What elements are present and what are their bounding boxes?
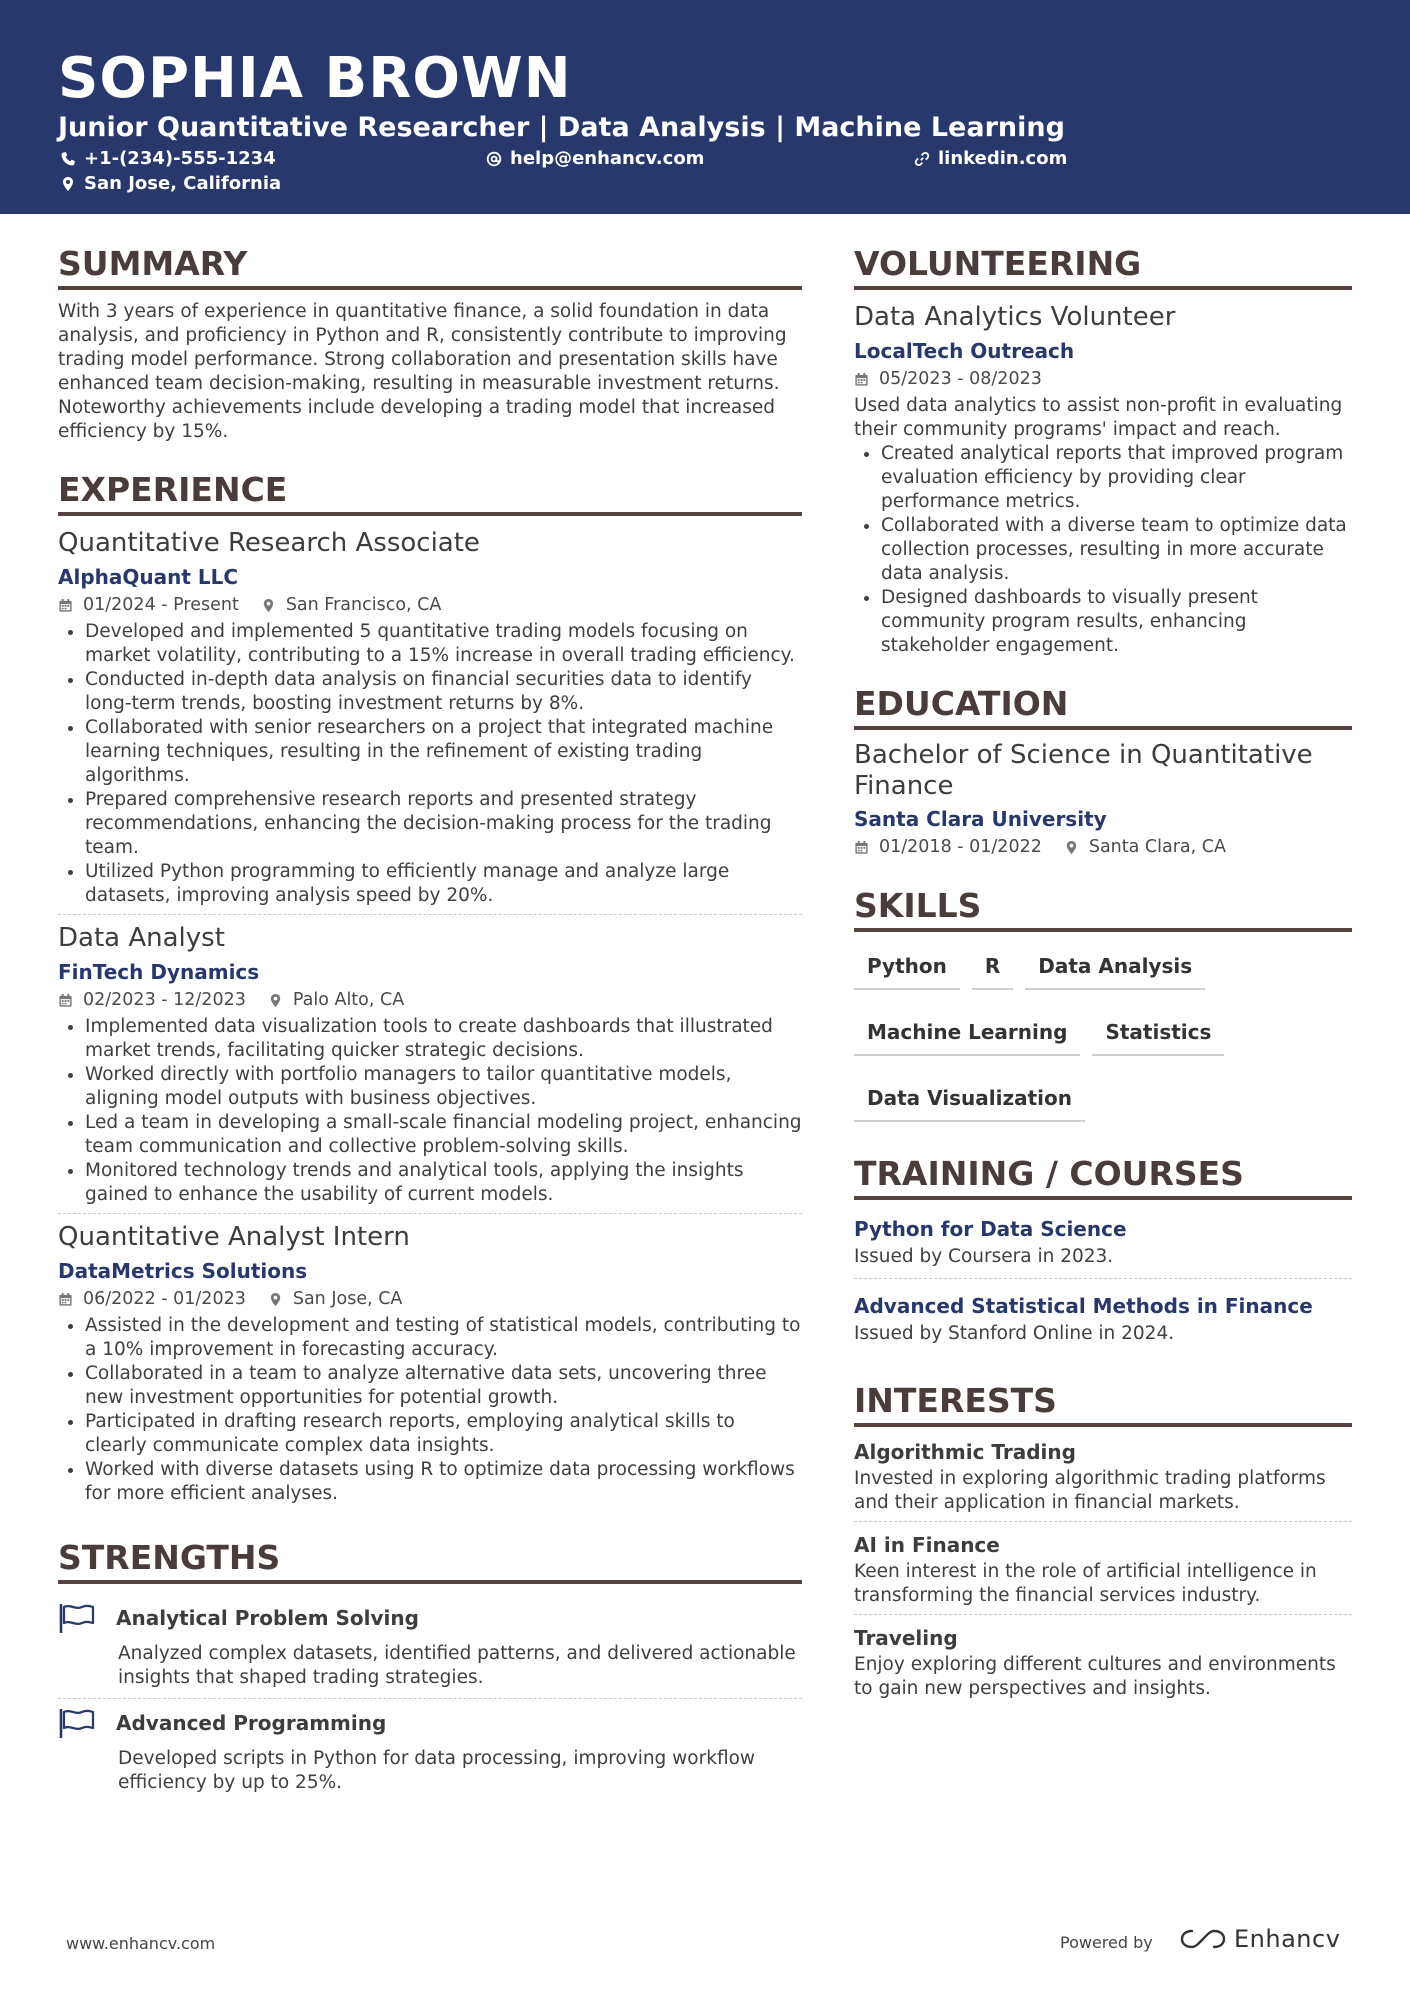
bullet-item: • Worked with diverse datasets using R to optimize data processing workflows for more efficient analyses. (85, 1458, 802, 1506)
interests-section (854, 1381, 1352, 1707)
candidate-tagline: Junior Quantitative Researcher | Data Analysis | Machine Learning (58, 112, 1065, 143)
volunteer-description: Used data analytics to assist non-profit in evaluating their community programs' impact and reach. (854, 395, 1343, 440)
summary-section (58, 244, 802, 444)
job-meta (58, 1286, 802, 1312)
candidate-name: SOPHIA BROWN (58, 46, 572, 111)
training-title: TRAINING / COURSES (854, 1154, 1352, 1200)
course-item (854, 1287, 1352, 1355)
job-title: Data Analyst (58, 923, 225, 953)
calendar-icon (58, 1292, 73, 1307)
experience-entry (58, 1220, 802, 1512)
experience-title: EXPERIENCE (58, 470, 802, 516)
interest-description: Enjoy exploring different cultures and environments to gain new perspectives and insights. (854, 1654, 1336, 1699)
strength-item (58, 1699, 802, 1803)
bullet-item: • Collaborated in a team to analyze alternative data sets, uncovering three new investment opportunities for potential growth. (85, 1362, 802, 1410)
right-column (854, 244, 1352, 1733)
skill-tag: Machine Learning (854, 1014, 1080, 1056)
bullet-item: • Assisted in the development and testing of statistical models, contributing to a 10% improvement in forecasting accuracy. (85, 1314, 802, 1362)
strengths-title: STRENGTHS (58, 1538, 802, 1584)
summary-text: With 3 years of experience in quantitative finance, a solid foundation in data analysis, and proficiency in Python and R, consistently contribute to improving trading model performance. Strong collaboration and presentation skills have enhanced team decision-making, resulting in measurable investment returns. Noteworthy achievements include developing a trading model that increased efficiency by 15%. (58, 301, 787, 442)
company-name: DataMetrics Solutions (58, 1259, 308, 1283)
interest-title: AI in Finance (854, 1533, 1000, 1557)
company-name: AlphaQuant LLC (58, 565, 239, 589)
location-pin-icon (261, 598, 276, 613)
bullet-item: • Developed and implemented 5 quantitative trading models focusing on market volatility, contributing to a 15% increase in overall trading efficiency. (85, 620, 802, 668)
volunteering-title: VOLUNTEERING (854, 244, 1352, 290)
contact-phone[interactable] (60, 147, 276, 171)
job-location: San Francisco, CA (285, 595, 442, 615)
interests-title: INTERESTS (854, 1381, 1352, 1427)
bullet-item: • Collaborated with senior researchers on a project that integrated machine learning techniques, resulting in the refinement of existing trading algorithms. (85, 716, 802, 788)
phone-text: +1-(234)-555-1234 (84, 148, 276, 169)
bullet-item: • Implemented data visualization tools to create dashboards that illustrated market trends, facilitating quicker strategic decisions. (85, 1015, 802, 1063)
job-bullets (58, 1314, 802, 1506)
job-dates: 02/2023 - 12/2023 (83, 990, 246, 1010)
job-title: Quantitative Analyst Intern (58, 1222, 410, 1252)
degree-title: Bachelor of Science in Quantitative Finance (854, 740, 1313, 801)
resume-header (0, 0, 1410, 214)
job-bullets (58, 620, 802, 908)
calendar-icon (854, 840, 869, 855)
job-bullets (58, 1015, 802, 1207)
flag-icon (58, 1602, 96, 1634)
interest-description: Keen interest in the role of artificial intelligence in transforming the financial services industry. (854, 1561, 1317, 1606)
volunteer-role: Data Analytics Volunteer (854, 302, 1176, 332)
footer-brand-logo[interactable] (1180, 1925, 1340, 1953)
strength-description: Developed scripts in Python for data processing, improving workflow efficiency by up to 25%. (118, 1748, 756, 1793)
bullet-item: • Utilized Python programming to efficiently manage and analyze large datasets, improving analysis speed by 20%. (85, 860, 802, 908)
skills-title: SKILLS (854, 886, 1352, 932)
at-icon (486, 151, 502, 167)
skill-tag: Statistics (1092, 1014, 1224, 1056)
strength-description: Analyzed complex datasets, identified patterns, and delivered actionable insights that shaped trading strategies. (118, 1643, 796, 1688)
footer-website-link[interactable]: www.enhancv.com (66, 1934, 216, 1953)
experience-section (58, 470, 802, 1512)
contact-location (60, 172, 281, 196)
contact-email[interactable] (486, 147, 704, 171)
contact-link[interactable] (914, 147, 1067, 171)
school-name: Santa Clara University (854, 807, 1107, 831)
location-text: San Jose, California (84, 173, 282, 194)
education-dates: 01/2018 - 01/2022 (879, 837, 1042, 857)
course-issuer: Issued by Coursera in 2023. (854, 1246, 1114, 1267)
education-meta (854, 834, 1352, 860)
strengths-section (58, 1538, 802, 1803)
course-title: Advanced Statistical Methods in Finance (854, 1294, 1313, 1318)
location-pin-icon (1064, 840, 1079, 855)
skill-tag: Data Visualization (854, 1080, 1085, 1122)
strength-title: Advanced Programming (116, 1711, 387, 1735)
skills-section (854, 886, 1352, 1146)
course-issuer: Issued by Stanford Online in 2024. (854, 1323, 1175, 1344)
bullet-item: • Worked directly with portfolio managers to tailor quantitative models, aligning model outputs with business objectives. (85, 1063, 802, 1111)
left-column (58, 244, 802, 1829)
interest-item (854, 1530, 1352, 1615)
enhancv-logo-icon (1180, 1925, 1226, 1953)
flag-icon (58, 1707, 96, 1739)
experience-entry (58, 921, 802, 1214)
education-location: Santa Clara, CA (1088, 837, 1226, 857)
interest-item (854, 1623, 1352, 1707)
volunteer-bullets (854, 442, 1352, 658)
interest-description: Invested in exploring algorithmic trading platforms and their application in financial markets. (854, 1468, 1326, 1513)
summary-title: SUMMARY (58, 244, 802, 290)
link-text: linkedin.com (938, 148, 1068, 169)
bullet-item: • Created analytical reports that improved program evaluation efficiency by providing clear performance metrics. (881, 442, 1352, 514)
volunteer-org: LocalTech Outreach (854, 339, 1075, 363)
bullet-item: • Prepared comprehensive research reports and presented strategy recommendations, enhancing the decision-making process for the trading team. (85, 788, 802, 860)
location-pin-icon (60, 176, 76, 192)
bullet-item: • Conducted in-depth data analysis on financial securities data to identify long-term trends, boosting investment returns by 8%. (85, 668, 802, 716)
job-meta (58, 987, 802, 1013)
training-section (854, 1154, 1352, 1355)
skills-list (854, 942, 1352, 1146)
skill-tag: Data Analysis (1025, 948, 1205, 990)
link-icon (914, 151, 930, 167)
job-dates: 01/2024 - Present (83, 595, 239, 615)
bullet-item: • Monitored technology trends and analytical tools, applying the insights gained to enhance the usability of current models. (85, 1159, 802, 1207)
calendar-icon (58, 993, 73, 1008)
job-meta (58, 592, 802, 618)
education-section (854, 684, 1352, 860)
skill-tag: Python (854, 948, 960, 990)
calendar-icon (854, 372, 869, 387)
course-item (854, 1210, 1352, 1279)
volunteer-dates: 05/2023 - 08/2023 (879, 369, 1042, 389)
volunteering-section (854, 244, 1352, 658)
bullet-item: • Collaborated with a diverse team to optimize data collection processes, resulting in more accurate data analysis. (881, 514, 1352, 586)
job-location: Palo Alto, CA (292, 990, 405, 1010)
experience-entry (58, 526, 802, 915)
job-title: Quantitative Research Associate (58, 528, 480, 558)
calendar-icon (58, 598, 73, 613)
company-name: FinTech Dynamics (58, 960, 260, 984)
phone-icon (60, 151, 76, 167)
bullet-item: • Participated in drafting research reports, employing analytical skills to clearly communicate complex data insights. (85, 1410, 802, 1458)
strength-title: Analytical Problem Solving (116, 1606, 419, 1630)
job-dates: 06/2022 - 01/2023 (83, 1289, 246, 1309)
interest-title: Algorithmic Trading (854, 1440, 1076, 1464)
footer-powered-by: Powered by (1060, 1933, 1153, 1952)
interest-item (854, 1437, 1352, 1522)
footer-brand-name: Enhancv (1234, 1925, 1341, 1953)
interest-title: Traveling (854, 1626, 958, 1650)
job-location: San Jose, CA (292, 1289, 403, 1309)
location-pin-icon (268, 1292, 283, 1307)
volunteer-meta (854, 366, 1352, 392)
email-text: help@enhancv.com (510, 148, 705, 169)
bullet-item: • Led a team in developing a small-scale financial modeling project, enhancing team communication and collective problem-solving skills. (85, 1111, 802, 1159)
location-pin-icon (268, 993, 283, 1008)
strength-item (58, 1594, 802, 1699)
bullet-item: • Designed dashboards to visually present community program results, enhancing stakeholder engagement. (881, 586, 1352, 658)
education-title: EDUCATION (854, 684, 1352, 730)
skill-tag: R (972, 948, 1013, 990)
course-title: Python for Data Science (854, 1217, 1127, 1241)
